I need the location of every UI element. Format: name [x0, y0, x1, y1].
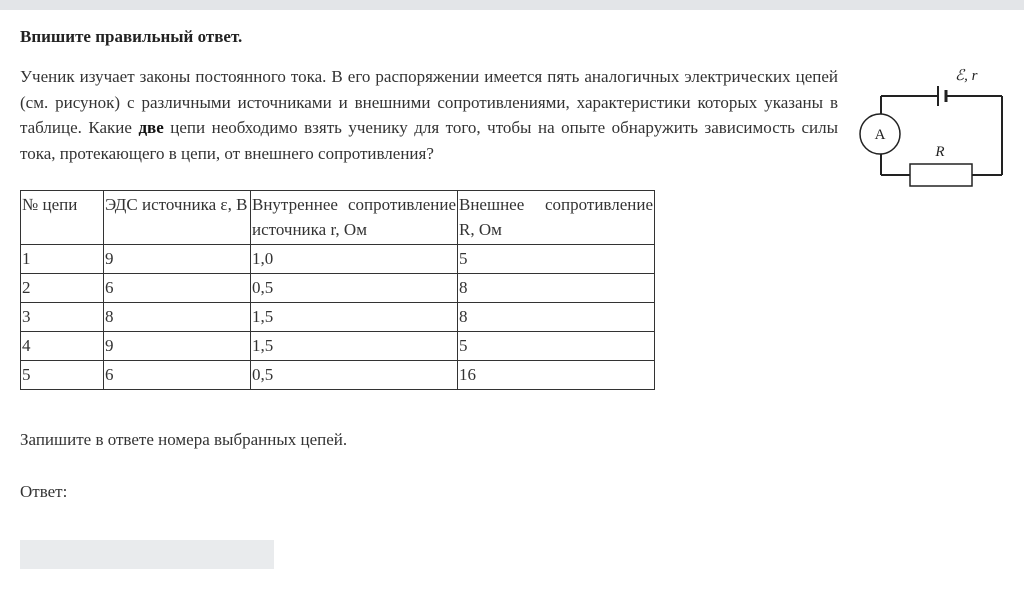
- cell-number: 1: [21, 245, 104, 274]
- cell-internal-resistance: 0,5: [251, 361, 458, 390]
- ammeter-label: A: [874, 127, 886, 143]
- cell-external-resistance: 16: [458, 361, 655, 390]
- cell-emf: 6: [104, 361, 251, 390]
- cell-external-resistance: 5: [458, 332, 655, 361]
- answer-label: Ответ:: [20, 482, 68, 501]
- cell-number: 3: [21, 303, 104, 332]
- circuits-table: [20, 190, 655, 390]
- table-row: [21, 332, 655, 361]
- resistor-label: R: [935, 144, 945, 160]
- write-hint: Запишите в ответе номера выбранных цепей.: [20, 430, 348, 449]
- table-row: [21, 361, 655, 390]
- table-header-row: [21, 191, 655, 245]
- cell-internal-resistance: 1,5: [251, 332, 458, 361]
- cell-emf: 9: [104, 332, 251, 361]
- question-bold-word: две: [138, 118, 164, 137]
- cell-external-resistance: 8: [458, 303, 655, 332]
- task-instruction: Впишите правильный ответ.: [20, 27, 243, 46]
- question-text: [20, 64, 838, 166]
- header-external-resistance: Внешнее сопротивление R, Ом: [458, 191, 655, 245]
- table-row: [21, 274, 655, 303]
- top-bar: [0, 0, 1024, 10]
- cell-number: 2: [21, 274, 104, 303]
- header-circuit-number: № цепи: [21, 191, 104, 245]
- cell-number: 4: [21, 332, 104, 361]
- table-row: [21, 303, 655, 332]
- question-part1: Ученик изучает законы постоянного тока. В его распоряжении имеется пять аналогичных электрических цепей (см. рисунок) с различными источниками и внешними сопротивлениями, характеристики которых указаны в таблице. Какие: [20, 67, 838, 137]
- cell-emf: 6: [104, 274, 251, 303]
- resistor: [910, 164, 972, 186]
- header-emf: ЭДС источника ε, В: [104, 191, 251, 245]
- source-label: ℰ, r: [955, 68, 978, 84]
- table-row: [21, 245, 655, 274]
- answer-input[interactable]: [20, 540, 274, 569]
- question-part2: цепи необходимо взять ученику для того, чтобы на опыте обнаружить зависимость силы тока, протекающего в цепи, от внешнего сопротивления?: [20, 118, 838, 163]
- header-internal-resistance: Внутреннее сопротивление источника r, Ом: [251, 191, 458, 245]
- cell-emf: 9: [104, 245, 251, 274]
- cell-internal-resistance: 1,0: [251, 245, 458, 274]
- cell-internal-resistance: 1,5: [251, 303, 458, 332]
- cell-external-resistance: 8: [458, 274, 655, 303]
- cell-emf: 8: [104, 303, 251, 332]
- cell-number: 5: [21, 361, 104, 390]
- cell-external-resistance: 5: [458, 245, 655, 274]
- cell-internal-resistance: 0,5: [251, 274, 458, 303]
- circuit-diagram: [852, 60, 1012, 190]
